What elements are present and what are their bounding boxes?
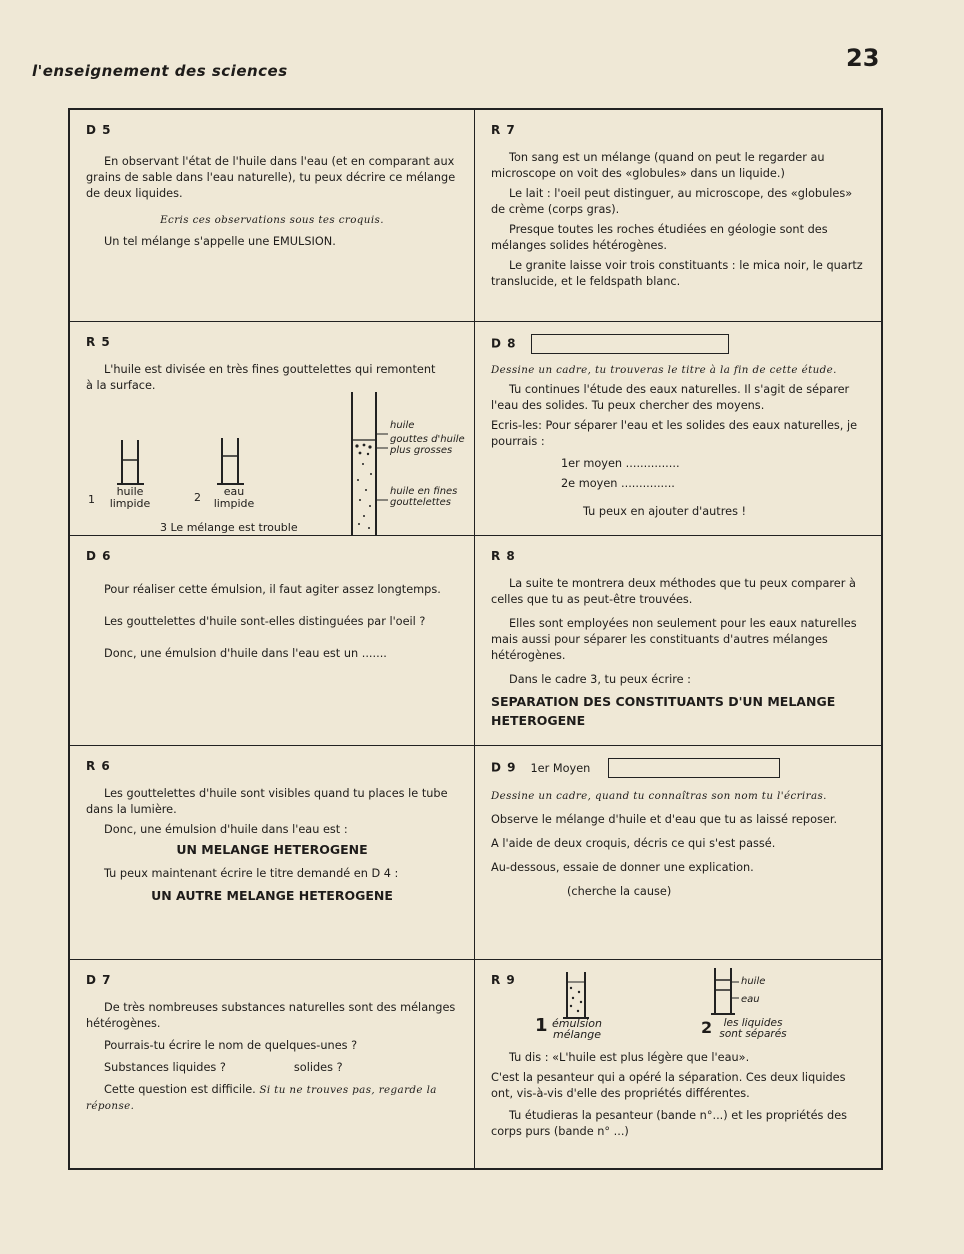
d7-text-4 <box>86 1082 458 1114</box>
tube-water-icon <box>217 438 244 484</box>
d8-text-3: Tu peux en ajouter d'autres ! <box>583 505 747 518</box>
d9-text-1: Observe le mélange d'huile et d'eau que tu as laissé reposer. <box>491 813 838 826</box>
tube1-number: 1 <box>88 493 95 506</box>
tube2-label: eau limpide <box>213 485 255 510</box>
card-code: R 6 <box>86 759 111 773</box>
title-frame-box <box>608 758 780 778</box>
tube-emulsion-icon <box>308 392 388 536</box>
annotation-oil: huile <box>741 976 766 987</box>
d7-liquids: Substances liquides ? <box>104 1061 226 1074</box>
r9-tubes-figure <box>475 960 880 1050</box>
d7-text-2: Pourrais-tu écrire le nom de quelques-unes ? <box>104 1039 358 1052</box>
card-code: D 6 <box>86 549 112 563</box>
d7-text-3 <box>86 1060 458 1076</box>
d8-text-1: Tu continues l'étude des eaux naturelles. Il s'agit de séparer l'eau des solides. Tu peux chercher des moyens. <box>491 383 850 412</box>
title-frame-box <box>531 334 729 354</box>
tube3-caption: 3 Le mélange est trouble <box>160 521 298 534</box>
r9-text-2: C'est la pesanteur qui a opéré la séparation. Ces deux liquides ont, vis-à-vis d'elle des propriétés différentes. <box>491 1071 846 1100</box>
card-r7 <box>475 110 881 322</box>
tube-separated-icon <box>711 968 739 1014</box>
card-code <box>491 758 865 778</box>
r8-text-2: Elles sont employées non seulement pour les eaux naturelles mais aussi pour séparer les constituants d'autres mélanges hétérogènes. <box>491 617 857 662</box>
tube2-number: 2 <box>194 491 201 504</box>
d9-text-2: A l'aide de deux croquis, décris ce qui s'est passé. <box>491 837 776 850</box>
annotation-water: eau <box>741 994 760 1005</box>
d5-text-2: Un tel mélange s'appelle une EMULSION. <box>104 235 336 248</box>
tube-oil-icon <box>117 440 144 484</box>
d9-text-4: (cherche la cause) <box>567 885 672 898</box>
card-d9 <box>475 746 881 960</box>
card-d8 <box>475 322 881 536</box>
card-code: R 7 <box>491 123 516 137</box>
d8-moyen-2: 2e moyen ............... <box>561 477 675 490</box>
d9-moyen-label: 1er Moyen <box>530 761 591 775</box>
card-code-text: D 9 <box>491 760 517 775</box>
d6-text-1: Pour réaliser cette émulsion, il faut agiter assez longtemps. <box>104 583 441 596</box>
d5-text-1: En observant l'état de l'huile dans l'eau (et en comparant aux grains de sable dans l'eau naturelle), tu peux décrire ce mélange de deux liquides. <box>86 155 456 200</box>
d7-solids: solides ? <box>293 1061 343 1074</box>
d8-instruction: Dessine un cadre, tu trouveras le titre à la fin de cette étude. <box>491 364 837 376</box>
tube-emulsion-icon <box>563 972 589 1018</box>
card-code: D 5 <box>86 123 112 137</box>
card-r8 <box>475 536 881 746</box>
d6-text-3: Donc, une émulsion d'huile dans l'eau est un ....... <box>104 647 387 660</box>
card-r9 <box>475 960 881 1168</box>
d8-text-2: Ecris-les: Pour séparer l'eau et les solides des eaux naturelles, je pourrais : <box>491 419 858 448</box>
d8-moyen-1: 1er moyen ............... <box>561 457 680 470</box>
r6-answer-1: UN MELANGE HETEROGENE <box>176 842 368 857</box>
card-d6 <box>70 536 475 746</box>
r9-text-1: Tu dis : «L'huile est plus légère que l'eau». <box>509 1051 750 1064</box>
card-code-text: D 8 <box>491 336 517 351</box>
annotation-big-drops: gouttes d'huile plus grosses <box>390 434 465 456</box>
d5-instruction: Ecris ces observations sous tes croquis. <box>160 214 384 226</box>
fig2-label: les liquides sont séparés <box>719 1017 787 1040</box>
r8-text-1: La suite te montrera deux méthodes que tu peux comparer à celles que tu as peut-être trouvées. <box>491 577 856 606</box>
r7-text-4: Le granite laisse voir trois constituants : le mica noir, le quartz translucide, et le feldspath blanc. <box>491 259 863 288</box>
card-d5 <box>70 110 475 322</box>
annotation-oil: huile <box>390 420 415 431</box>
d6-text-2: Les gouttelettes d'huile sont-elles distinguées par l'oeil ? <box>104 615 426 628</box>
r8-title: SEPARATION DES CONSTITUANTS D'UN MELANGE HETEROGENE <box>491 694 836 728</box>
d9-instruction: Dessine un cadre, quand tu connaîtras son nom tu l'écriras. <box>491 790 827 802</box>
worksheet-grid <box>68 108 883 1170</box>
card-code: R 8 <box>491 549 516 563</box>
d7-difficult: Cette question est difficile. <box>104 1083 256 1096</box>
d7-hint: Si tu ne trouves pas, regarde la réponse. <box>86 1084 437 1112</box>
r7-text-1: Ton sang est un mélange (quand on peut le regarder au microscope on voit des «globules» dans un liquide.) <box>491 151 825 180</box>
d7-text-1: De très nombreuses substances naturelles sont des mélanges hétérogènes. <box>86 1001 456 1030</box>
card-code <box>491 334 865 354</box>
r5-text: L'huile est divisée en très fines gouttelettes qui remontent à la surface. <box>86 363 436 392</box>
r6-text-1: Les gouttelettes d'huile sont visibles quand tu places le tube dans la lumière. <box>86 787 448 816</box>
card-code: R 9 <box>491 973 516 987</box>
card-code: R 5 <box>86 335 111 349</box>
r9-text-3: Tu étudieras la pesanteur (bande n°...) et les propriétés des corps purs (bande n° ...) <box>491 1109 848 1138</box>
page-number: 23 <box>846 44 880 72</box>
r8-text-3: Dans le cadre 3, tu peux écrire : <box>509 673 691 686</box>
r6-answer-2: UN AUTRE MELANGE HETEROGENE <box>151 888 393 903</box>
d9-text-3: Au-dessous, essaie de donner une explication. <box>491 861 754 874</box>
annotation-fine-drops: huile en fines gouttelettes <box>390 486 458 508</box>
fig1-label: émulsion mélange <box>552 1017 602 1041</box>
fig1-number: 1 <box>535 1015 548 1036</box>
card-r6 <box>70 746 475 960</box>
tube1-label: huile limpide <box>109 485 151 510</box>
r7-text-3: Presque toutes les roches étudiées en géologie sont des mélanges solides hétérogènes. <box>491 223 828 252</box>
r6-text-2: Donc, une émulsion d'huile dans l'eau est : <box>104 823 348 836</box>
r7-text-2: Le lait : l'oeil peut distinguer, au microscope, des «globules» de crème (corps gras). <box>491 187 853 216</box>
r6-text-3: Tu peux maintenant écrire le titre demandé en D 4 : <box>104 867 399 880</box>
card-r5 <box>70 322 475 536</box>
fig2-number: 2 <box>701 1018 713 1037</box>
journal-title: l'enseignement des sciences <box>32 62 288 80</box>
card-code: D 7 <box>86 973 112 987</box>
card-d7 <box>70 960 475 1168</box>
